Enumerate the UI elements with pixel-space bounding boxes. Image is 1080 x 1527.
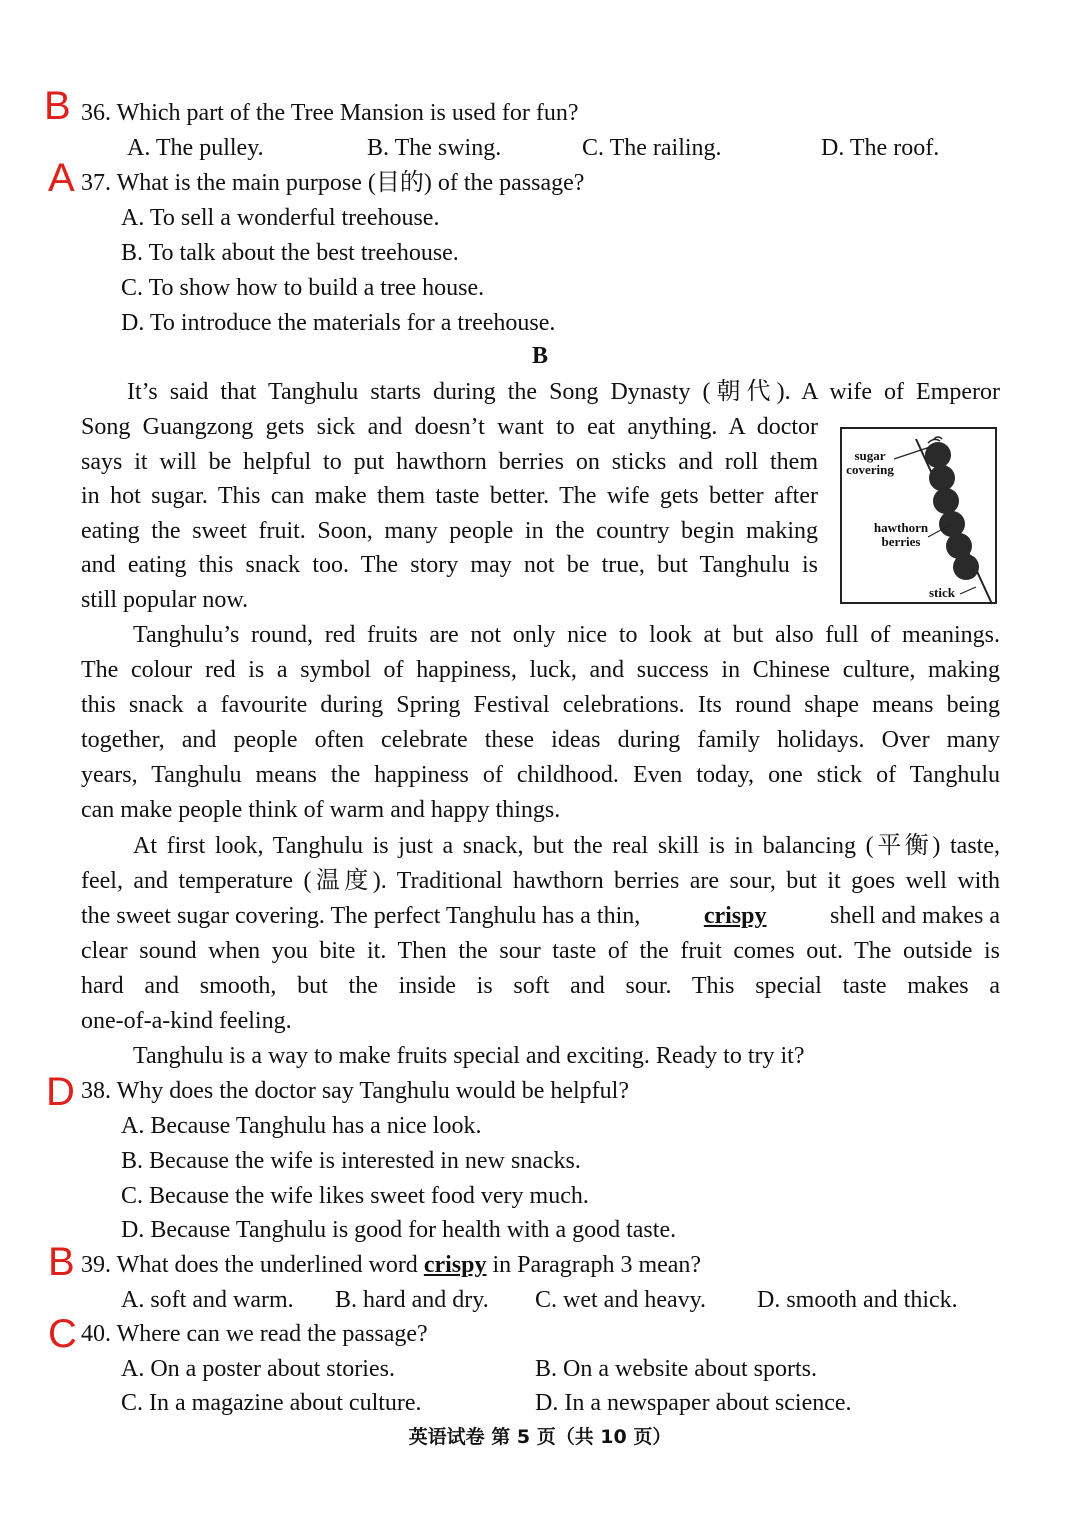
option-38-c: C. Because the wife likes sweet food very much. [121,1183,589,1209]
figure-label-berries: hawthorn berries [873,520,929,549]
option-39-a: A. soft and warm. [121,1287,294,1313]
passage-p1-line-7: still popular now. [81,587,249,613]
passage-p4: Tanghulu is a way to make fruits special and exciting. Ready to try it? [133,1043,805,1069]
passage-p1-line-1: It’s said that Tanghulu starts during the Song Dynasty (朝代). A wife of Emperor [127,379,1000,405]
section-heading-b: B [531,343,548,369]
passage-p1-line-5: eating the sweet fruit. Soon, many people in the country begin making [81,518,818,544]
passage-p2-line-3: this snack a favourite during Spring Festival celebrations. Its round shape means being [81,692,1000,718]
passage-p3-line-6: one-of-a-kind feeling. [81,1008,292,1034]
passage-p3-line-3-end: shell and makes a [830,903,1000,929]
passage-p1-line-2: Song Guangzong gets sick and doesn’t want to eat anything. A doctor [81,414,818,440]
answer-mark-39: B [48,1240,75,1284]
passage-p3-line-1: At first look, Tanghulu is just a snack, but the real skill is in balancing (平衡) taste, [133,833,1000,859]
question-38-stem: 38. Why does the doctor say Tanghulu would be helpful? [81,1078,629,1104]
question-39-stem-start: 39. What does the underlined word [81,1252,418,1278]
passage-p3-line-3 [81,902,1000,930]
option-38-a: A. Because Tanghulu has a nice look. [121,1113,482,1139]
passage-p1-line-3: says it will be helpful to put hawthorn berries on sticks and roll them [81,449,818,475]
option-37-d: D. To introduce the materials for a treehouse. [121,310,556,336]
option-40-d: D. In a newspaper about science. [535,1390,852,1416]
option-40-c: C. In a magazine about culture. [121,1390,422,1416]
question-39-stem-end: in Paragraph 3 mean? [492,1252,702,1278]
answer-mark-38: D [46,1070,75,1114]
tanghulu-figure [840,427,997,604]
passage-p2-line-5: years, Tanghulu means the happiness of childhood. Even today, one stick of Tanghulu [81,762,1000,788]
question-36-stem: 36. Which part of the Tree Mansion is used for fun? [81,100,579,126]
question-39-underlined-word: crispy [423,1252,487,1278]
answer-mark-37: A [48,156,75,200]
passage-p1-line-4: in hot sugar. This can make them taste better. The wife gets better after [81,483,818,509]
option-36-b: B. The swing. [367,135,502,161]
option-37-a: A. To sell a wonderful treehouse. [121,205,440,231]
passage-p3-line-5: hard and smooth, but the inside is soft and sour. This special taste makes a [81,973,1000,999]
question-37-stem: 37. What is the main purpose (目的) of the passage? [81,170,585,196]
passage-p3-line-3-start: the sweet sugar covering. The perfect Tanghulu has a thin, [81,903,641,929]
option-40-a: A. On a poster about stories. [121,1356,395,1382]
option-39-c: C. wet and heavy. [535,1287,707,1313]
option-37-c: C. To show how to build a tree house. [121,275,485,301]
option-36-a: A. The pulley. [127,135,264,161]
page-footer: 英语试卷 第 5 页（共 10 页） [408,1426,672,1448]
option-36-d: D. The roof. [821,135,940,161]
passage-p2-line-2: The colour red is a symbol of happiness, luck, and success in Chinese culture, making [81,657,1000,683]
option-39-d: D. smooth and thick. [757,1287,958,1313]
passage-p3-line-4: clear sound when you bite it. Then the sour taste of the fruit comes out. The outside is [81,938,1000,964]
option-40-b: B. On a website about sports. [535,1356,817,1382]
option-39-b: B. hard and dry. [335,1287,489,1313]
figure-label-sugar: sugar covering [846,448,894,477]
option-37-b: B. To talk about the best treehouse. [121,240,459,266]
option-36-c: C. The railing. [582,135,722,161]
option-38-d: D. Because Tanghulu is good for health with a good taste. [121,1217,677,1243]
answer-mark-40: C [48,1312,77,1356]
figure-label-stick: stick [929,585,955,600]
passage-p2-line-6: can make people think of warm and happy things. [81,797,561,823]
passage-p1-line-6: and eating this snack too. The story may not be true, but Tanghulu is [81,552,818,578]
question-40-stem: 40. Where can we read the passage? [81,1321,428,1347]
question-39-stem [81,1251,701,1279]
underlined-word-crispy: crispy [703,903,767,929]
answer-mark-36: B [44,84,71,128]
passage-p3-line-2: feel, and temperature (温度). Traditional hawthorn berries are sour, but it goes well with [81,868,1000,894]
option-38-b: B. Because the wife is interested in new snacks. [121,1148,581,1174]
passage-p2-line-4: together, and people often celebrate these ideas during family holidays. Over many [81,727,1000,753]
passage-p2-line-1: Tanghulu’s round, red fruits are not only nice to look at but also full of meanings. [133,622,1000,648]
